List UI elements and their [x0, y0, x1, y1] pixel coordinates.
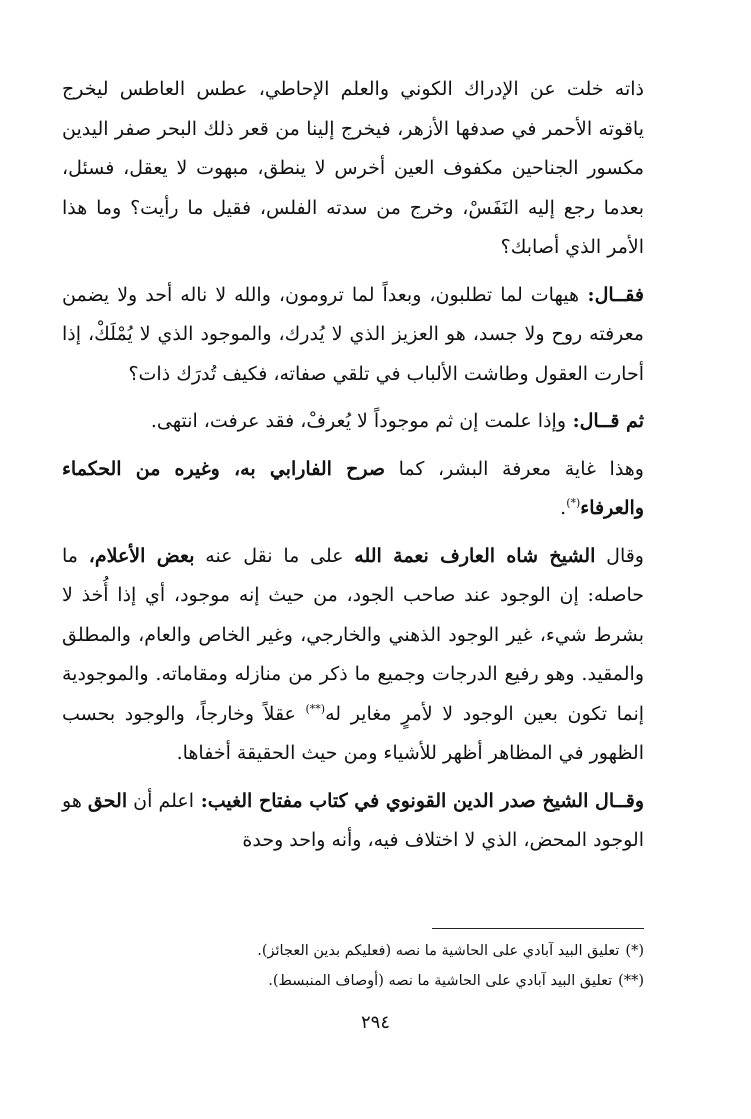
paragraph-3: [62, 402, 644, 442]
footnotes: [124, 936, 644, 996]
bold-text: ثم قــال:: [566, 410, 644, 432]
paragraph-text: هيهات لما تطلبون، وبعداً لما ترومون، والله لا ناله أحد ولا يضمن معرفته روح ولا جسد، هو العزيز الذي لا يُدرك، والموجود الذي لا يُمْلَكْ، إذا أحارت العقول وطاشت الألباب في تلقي صفاته، فكيف تُدرَك ذات؟: [62, 283, 644, 385]
footnote-divider: [432, 928, 644, 929]
bold-text: الحق: [87, 789, 128, 812]
paragraph-2: [62, 276, 644, 395]
bold-text: الشيخ شاه العارف نعمة الله: [354, 544, 596, 567]
paragraph-text: عقلاً وخارجاً، والوجود بحسب الظهور في المظاهر أظهر للأشياء ومن حيث الحقيقة أخفاها.: [62, 702, 644, 764]
footnote-1-text: تعليق البيد آبادي على الحاشية ما نصه (فعليكم بدين العجائز).: [257, 943, 620, 959]
footnote-1: [124, 936, 644, 966]
footnote-2: [124, 966, 644, 996]
paragraph-text: ذاته خلت عن الإدراك الكوني والعلم الإحاطي، عطس العاطس ليخرج ياقوته الأحمر في صدفها الأزهر، فيخرج إلينا من قعر ذلك البحر صفر اليدين مكسور الجناحين مكفوف العين أخرس لا ينطق، مبهوت لا يعقل، فسئل، بعدما رجع إليه النَفَسْ، وخرج من سدته الفلس، فقيل ما رأيت؟ وما هذا الأمر الذي أصابك؟: [62, 78, 644, 258]
bold-text: فقــال:: [578, 283, 644, 306]
paragraph-1: [62, 70, 644, 268]
paragraph-6: [62, 782, 644, 861]
bold-text: وقــال الشيخ صدر الدين القونوي في كتاب مفتاح الغيب:: [194, 789, 645, 812]
footnote-2-mark: (**): [618, 973, 644, 989]
paragraph-text: على ما نقل عنه: [194, 544, 355, 567]
paragraph-text: ما حاصله: إن الوجود عند صاحب الجود، من حيث إنه موجود، أي إذا أُخذ لا بشرط شيء، غير الوجود الذهني والخارجي، وغير الخاص والعام، والمطلق والمقيد. وهو رفيع الدرجات وجميع ما ذكر من منازله ومقاماته. والموجودية إنما تكون بعين الوجود لا لأمرٍ مغاير له: [62, 544, 645, 725]
page-number: ٢٩٤: [360, 1012, 390, 1033]
paragraph-text: .: [560, 497, 567, 519]
footnote-1-mark: (*): [625, 943, 644, 959]
paragraph-text: هو الوجود المحض، الذي لا اختلاف فيه، وأنه واحد وحدة: [62, 789, 644, 851]
paragraph-text: وقال: [595, 544, 644, 567]
footnote-2-text: تعليق البيد آبادي على الحاشية ما نصه (أوصاف المنبسط).: [268, 973, 613, 989]
footnote-marker: (*): [566, 496, 581, 510]
paragraph-5: [62, 537, 644, 774]
footnote-marker: (**): [305, 702, 326, 716]
paragraph-text: وإذا علمت إن ثم موجوداً لا يُعرفْ، فقد عرفت، انتهى.: [150, 410, 566, 432]
paragraph-4: [62, 450, 644, 529]
page-body: [62, 70, 644, 869]
paragraph-text: وهذا غاية معرفة البشر، كما: [384, 457, 644, 480]
bold-text: بعض الأعلام،: [88, 544, 195, 567]
paragraph-text: اعلم أن: [127, 789, 195, 812]
bold-text: صرح الفارابي به، وغيره من الحكماء والعرفاء: [62, 457, 644, 519]
